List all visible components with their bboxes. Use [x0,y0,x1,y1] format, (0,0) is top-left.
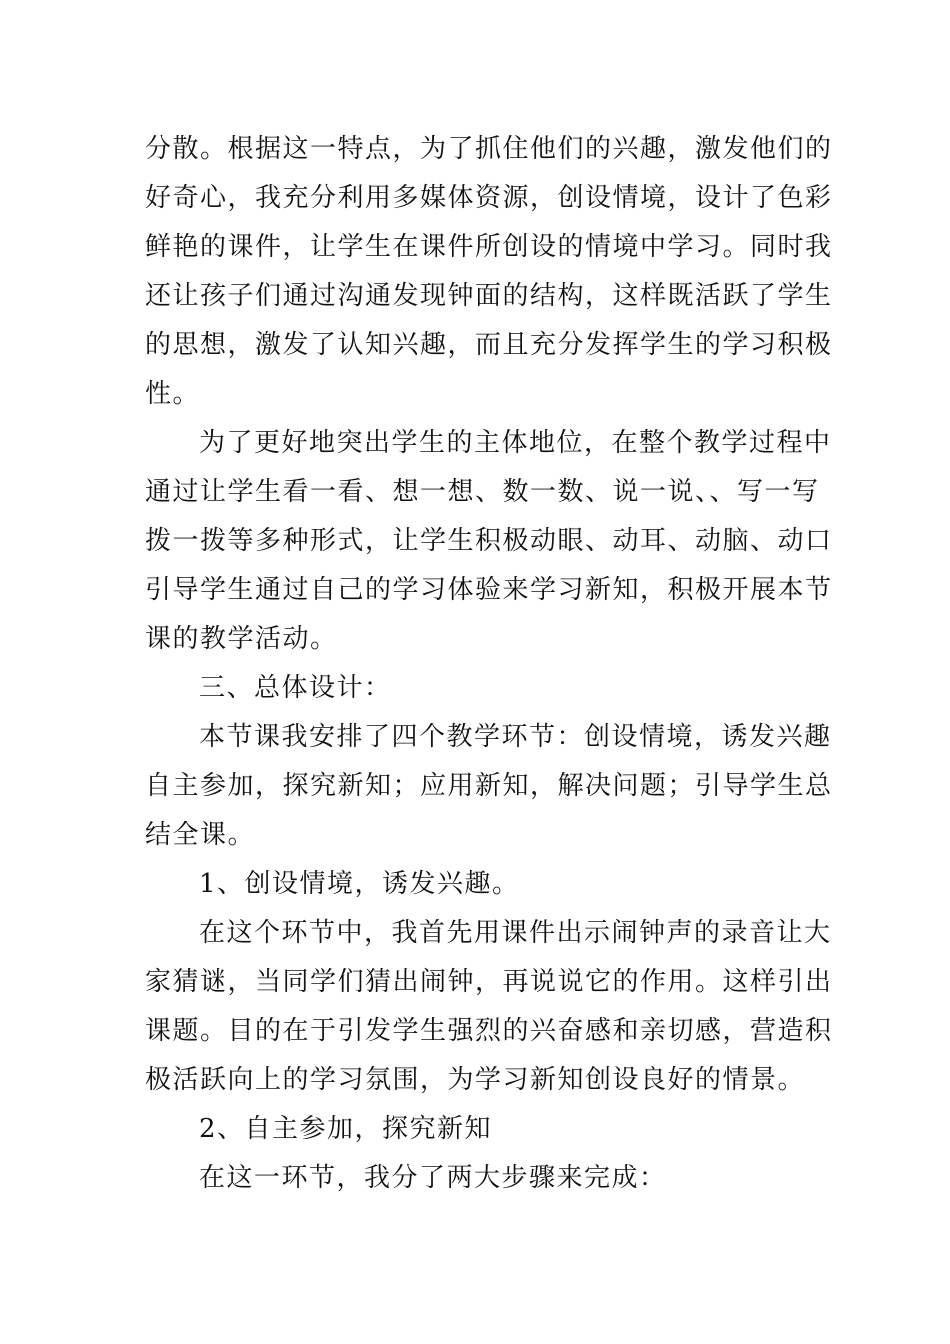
paragraph-start-line: 在这一环节，我分了两大步骤来完成： [199,1163,667,1193]
document-body [145,125,833,1203]
text-line: 分散。根据这一特点，为了抓住他们的兴趣，激发他们的 [145,134,833,164]
text-line: 好奇心，我充分利用多媒体资源，创设情境，设计了色彩 [145,183,833,213]
text-line: 极活跃向上的学习氛围，为学习新知创设良好的情景。 [145,1065,806,1095]
text-line: 鲜艳的课件，让学生在课件所创设的情境中学习。同时我 [145,232,833,262]
text-line: 引导学生通过自己的学习体验来学习新知，积极开展本节 [145,575,833,605]
text-line: 结全课。 [145,820,256,850]
text-line: 性。 [145,379,201,409]
section-heading: 三、总体设计： [199,673,392,703]
paragraph-start-line: 本节课我安排了四个教学环节：创设情境，诱发兴趣 [199,722,832,752]
paragraph-start-line: 为了更好地突出学生的主体地位，在整个教学过程中 [199,428,832,458]
text-line: 课题。目的在于引发学生强烈的兴奋感和亲切感，营造积 [145,1016,833,1046]
text-line: 通过让学生看一看、想一想、数一数、说一说、、写一写 [145,477,820,507]
paragraph-start-line: 在这个环节中，我首先用课件出示闹钟声的录音让大 [199,918,832,948]
subsection-heading: 2、自主参加，探究新知 [199,1114,493,1144]
text-line: 的思想，激发了认知兴趣，而且充分发挥学生的学习积极 [145,330,833,360]
subsection-heading: 1、创设情境，诱发兴趣。 [199,869,520,899]
text-line: 课的教学活动。 [145,624,338,654]
text-line: 家猜谜，当同学们猜出闹钟，再说说它的作用。这样引出 [145,967,833,997]
text-line: 还让孩子们通过沟通发现钟面的结构，这样既活跃了学生 [145,281,833,311]
text-line: 拨一拨等多种形式，让学生积极动眼、动耳、动脑、动口 [145,526,833,556]
text-line: 自主参加，探究新知；应用新知，解决问题；引导学生总 [145,771,833,801]
